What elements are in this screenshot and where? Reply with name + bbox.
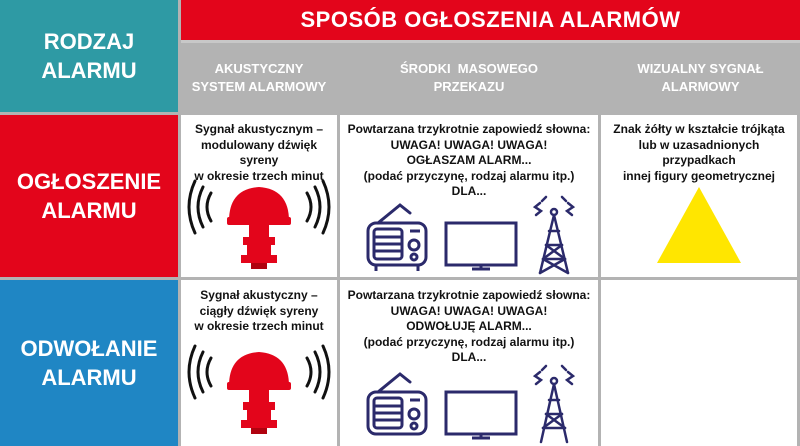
text-line: ciągły dźwięk syreny [199,303,319,318]
media-icons [340,280,598,446]
cancellation-line-1: ODWOŁANIE [20,336,158,361]
radio-icon [368,374,426,434]
text-line: (podać przyczynę, rodzaj alarmu itp.) [363,334,575,349]
text-line: DLA... [451,350,487,364]
row1-acoustic-cell [181,115,337,277]
main-title: SPOSÓB OGŁOSZENIA ALARMÓW [181,0,800,40]
tv-icon [446,392,516,438]
text-line: innej figury geometrycznej [622,168,776,183]
tv-icon [446,223,516,269]
visual-header-line-1: WIZUALNY SYGNAŁ [637,60,764,76]
text-line: Powtarzana trzykrotnie zapowiedź słowna: [347,288,591,302]
row-title-alarm-cancellation [0,280,178,446]
text-line: lub w uzasadnionych przypadkach [638,137,760,167]
media-header-line-1: ŚRODKI MASOWEGO [400,60,538,76]
visual-header-line-2: ALARMOWY [661,78,740,94]
acoustic-header-line-2: SYSTEM ALARMOWY [191,78,327,94]
row2-visual-cell [601,280,797,446]
divider [181,40,800,43]
warning-triangle-icon [601,115,797,277]
antenna-tower-icon [535,366,573,442]
text-line: ODWOŁUJĘ ALARM... [406,319,532,333]
cancellation-line-2: ALARMU [41,365,137,390]
column-header-media [340,43,598,112]
column-header-visual [601,43,800,112]
row-title-alarm-announcement [0,115,178,277]
row2-acoustic-cell [181,280,337,446]
text-line: UWAGA! UWAGA! UWAGA! [390,137,548,152]
text-line: Sygnał akustycznym – [194,122,324,136]
column-header-acoustic [181,43,337,112]
alarm-type-line-2: ALARMU [41,58,137,83]
alarm-type-line-1: RODZAJ [43,29,135,54]
row1-media-cell [340,115,598,277]
row2-media-cell [340,280,598,446]
radio-icon [368,205,426,271]
announcement-line-2: ALARMU [41,198,137,223]
text-line: w okresie trzech minut [194,168,324,183]
siren-icon [181,280,337,446]
text-line: OGŁASZAM ALARM... [406,153,532,167]
text-line: Sygnał akustyczny – [200,288,318,302]
text-line: modulowany dźwięk syreny [200,137,317,167]
text-line: Znak żółty w kształcie trójkąta [613,122,785,136]
text-line: Powtarzana trzykrotnie zapowiedź słowna: [347,122,591,136]
text-line: w okresie trzech minut [194,319,324,333]
column-header-alarm-type [0,0,178,112]
text-line: UWAGA! UWAGA! UWAGA! [390,303,548,318]
text-line: DLA... [451,184,487,198]
siren-icon [181,115,337,277]
row1-visual-cell [601,115,797,277]
text-line: (podać przyczynę, rodzaj alarmu itp.) [363,168,575,183]
acoustic-header-line-1: AKUSTYCZNY [214,60,304,76]
announcement-line-1: OGŁOSZENIE [16,169,162,194]
media-icons [340,115,598,277]
media-header-line-2: PRZEKAZU [433,78,505,94]
antenna-tower-icon [535,197,573,273]
